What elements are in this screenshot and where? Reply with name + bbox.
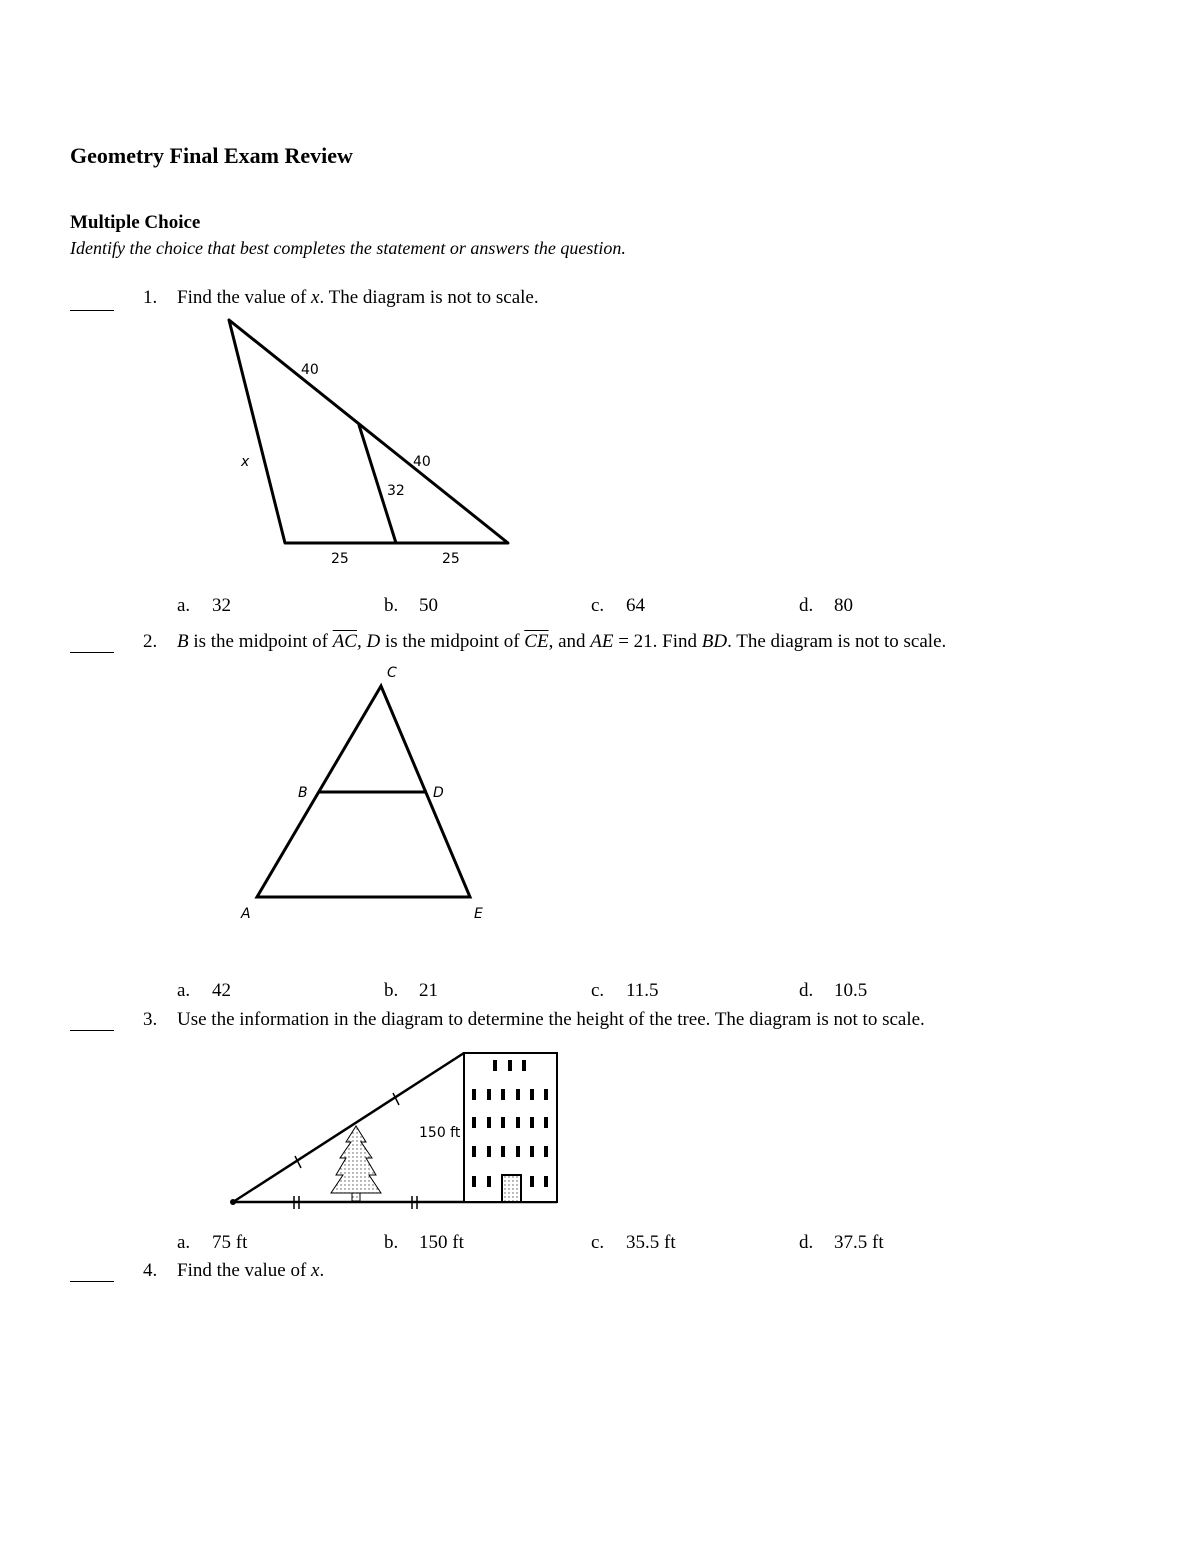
choice-1a[interactable]: a. 32 [177,595,231,616]
answer-blank-4[interactable] [70,1281,114,1282]
page-title: Geometry Final Exam Review [70,143,353,168]
answer-blank-3[interactable] [70,1030,114,1031]
building-icon [464,1053,557,1202]
question-text-1: Find the value of x. The diagram is not to scale. [177,287,539,308]
question-number-1: 1. [143,287,158,308]
label-top-lower: 40 [413,454,431,470]
label-base-left: 25 [331,551,349,567]
label-x: x [241,454,250,470]
question-number-2: 2. [143,631,158,652]
choice-2b[interactable]: b. 21 [384,980,438,1001]
label-base-right: 25 [442,551,460,567]
question-text-4: Find the value of x. [177,1260,325,1281]
choice-1b[interactable]: b. 50 [384,595,438,616]
choice-3d[interactable]: d. 37.5 ft [799,1232,884,1253]
label-C: C [387,665,397,681]
choice-1c[interactable]: c. 64 [591,595,645,616]
choice-3c[interactable]: c. 35.5 ft [591,1232,676,1253]
instructions: Identify the choice that best completes the statement or answers the question. [70,238,626,258]
choice-3b[interactable]: b. 150 ft [384,1232,464,1253]
tree-icon [331,1126,381,1201]
choice-3a[interactable]: a. 75 ft [177,1232,248,1253]
choice-1d[interactable]: d. 80 [799,595,853,616]
label-D: D [433,785,444,801]
section-heading: Multiple Choice [70,212,201,233]
label-top-upper: 40 [301,362,319,378]
choice-2a[interactable]: a. 42 [177,980,231,1001]
label-B: B [298,785,308,801]
label-A: A [241,906,251,922]
question-text-2: B is the midpoint of $\overline{AC}$, D is the midpoint of $\overline{CE}$, and AE = 21. Find BD. The diagram is not to scale. [177,631,947,652]
question-text-3: Use the information in the diagram to determine the height of the tree. The diagram is not to scale. [177,1009,925,1030]
question-number-4: 4. [143,1260,158,1281]
question-number-3: 3. [143,1009,158,1030]
label-mid: 32 [387,483,405,499]
choice-2d[interactable]: d. 10.5 [799,980,868,1001]
choice-2c[interactable]: c. 11.5 [591,980,659,1001]
label-height: 150 ft [419,1125,461,1141]
answer-blank-2[interactable] [70,652,114,653]
answer-blank-1[interactable] [70,310,114,311]
label-E: E [474,906,483,922]
